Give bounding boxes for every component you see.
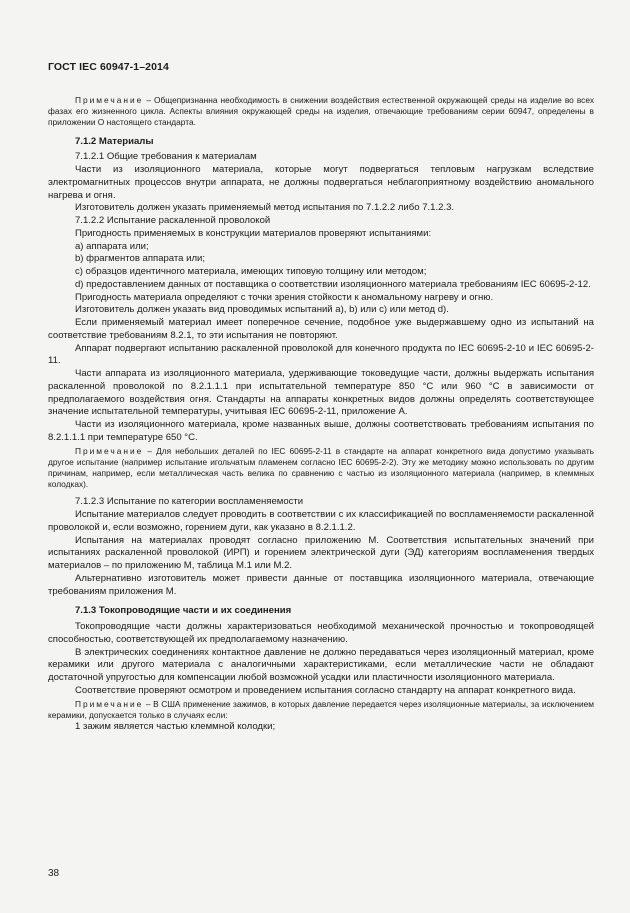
body-paragraph: d) предоставлением данных от поставщика о соответствии изоляционного материала требованиям IEC 60695-2-12.: [75, 278, 591, 290]
body-paragraph: Токопроводящие части должны характеризоваться необходимой механической прочностью и токопроводящей способностью, соответствующей их предполагаемому назначению.: [48, 621, 594, 645]
note-label: Примечание: [75, 95, 144, 105]
body-paragraph: b) фрагментов аппарата или;: [75, 253, 206, 265]
body-paragraph: 7.1.2.1 Общие требования к материалам: [75, 151, 257, 163]
body-paragraph: Испытание материалов следует проводить в соответствии с их классификацией по воспламеняемости раскаленной проволокой и, если возможно, горением дуги, как указано в 8.2.1.1.2.: [48, 509, 594, 533]
body-paragraph: Изготовитель должен указать применяемый метод испытания по 7.1.2.2 либо 7.1.2.3.: [75, 202, 455, 214]
page-body: [48, 94, 594, 734]
note-paragraph: [48, 446, 594, 491]
body-paragraph: Пригодность применяемых в конструкции материалов проверяют испытаниями:: [75, 227, 432, 239]
body-paragraph: Альтернативно изготовитель может привести данные от поставщика изоляционного материала, отвечающие требованиям приложения M.: [48, 572, 594, 597]
body-paragraph: 1 зажим является частью клеммной колодки;: [75, 721, 276, 733]
body-paragraph: Части из изоляционного материала, которые могут подвергаться тепловым нагрузкам вследствие электромагнитных процессов внутри аппарата, не должны подвергаться неблагоприятному воздействию аномального нагрева и огня.: [48, 164, 594, 201]
note-text: – Для небольших деталей по IEC 60695-2-11 в стандарте на аппарат конкретного вида допустимо указывать другое испытание (например испытание игольчатым пламенем согласно IEC 60695-2-2). Эту же методику можно использовать по другим причинам, например, если металлическая часть велика по сравнению с частью из изоляционного материала (например, в клеммных колодках).: [48, 445, 594, 490]
page-number: 38: [48, 868, 60, 879]
body-paragraph: Если применяемый материал имеет поперечное сечение, подобное уже выдержавшему одно из испытаний на соответствие требованиям 8.2.1, то эти испытания не повторяют.: [48, 317, 594, 341]
body-paragraph: Аппарат подвергают испытанию раскаленной проволокой для конечного продукта по IEC 60695-2-10 и IEC 60695-2-11.: [48, 342, 594, 367]
body-paragraph: В электрических соединениях контактное давление не должно передаваться через изоляционный материал, кроме керамики или другого материала с аналогичными характеристиками, если металлические части не обладают достаточной упругостью для компенсации любой возможной усадки или пластичности изоляционного материала.: [48, 646, 594, 684]
body-paragraph: a) аппарата или;: [75, 240, 149, 252]
body-paragraph: c) образцов идентичного материала, имеющих типовую толщину или методом;: [75, 266, 427, 278]
note-label: Примечание: [75, 445, 144, 456]
document-header: ГОСТ IEC 60947-1–2014: [48, 61, 169, 73]
body-paragraph: Пригодность материала определяют с точки зрения стойкости к аномальному нагреву и огню.: [75, 291, 494, 303]
note-text: – Общепризнанна необходимость в снижении воздействия естественной окружающей среды на изделие во всех фазах его жизненного цикла. Аспекты влияния окружающей среды на изделия, отвечающие требованиям серии 60947, определены в приложении O настоящего стандарта.: [48, 95, 594, 128]
body-paragraph: 7.1.2.3 Испытание по категории воспламеняемости: [75, 496, 304, 508]
note-label: Примечание: [75, 698, 144, 709]
note-paragraph: [48, 95, 594, 129]
body-paragraph: Изготовитель должен указать вид проводимых испытаний a), b) или c) или метод d).: [75, 304, 449, 316]
body-paragraph: Соответствие проверяют осмотром и проведением испытания согласно стандарту на аппарат конкретного вида.: [75, 684, 576, 696]
section-heading: 7.1.3 Токопроводящие части и их соединения: [75, 605, 292, 617]
body-paragraph: Части из изоляционного материала, кроме названных выше, должны соответствовать требованиям испытания по 8.2.1.1.1 при температуре 650 °С.: [48, 419, 594, 443]
note-paragraph: [48, 699, 594, 721]
section-heading: 7.1.2 Материалы: [75, 135, 154, 147]
note-text: – В США применение зажимов, в которых давление передается через изоляционные материалы, за исключением керамики, допускается только в случаях если:: [48, 698, 594, 720]
body-paragraph: 7.1.2.2 Испытание раскаленной проволокой: [75, 215, 271, 227]
body-paragraph: Испытания на материалах проводят согласно приложению M. Соответствия испытательных значений при испытаниях раскаленной проволокой (ИРП) и горением электрической дуги (ЭД) категориям воспламенения твердых материалов – по приложению M, таблица M.1 или M.2.: [48, 534, 594, 572]
body-paragraph: Части аппарата из изоляционного материала, удерживающие токоведущие части, должны выдержать испытания раскаленной проволокой по 8.2.1.1.1 при испытательной температуре 850 °С или 960 °С в зависимости от предполагаемого воздействия огня. Стандарты на аппараты конкретных видов должны определять соответствующее значение испытательной температуры, учитывая IEC 60695-2-11, приложение A.: [48, 368, 594, 418]
